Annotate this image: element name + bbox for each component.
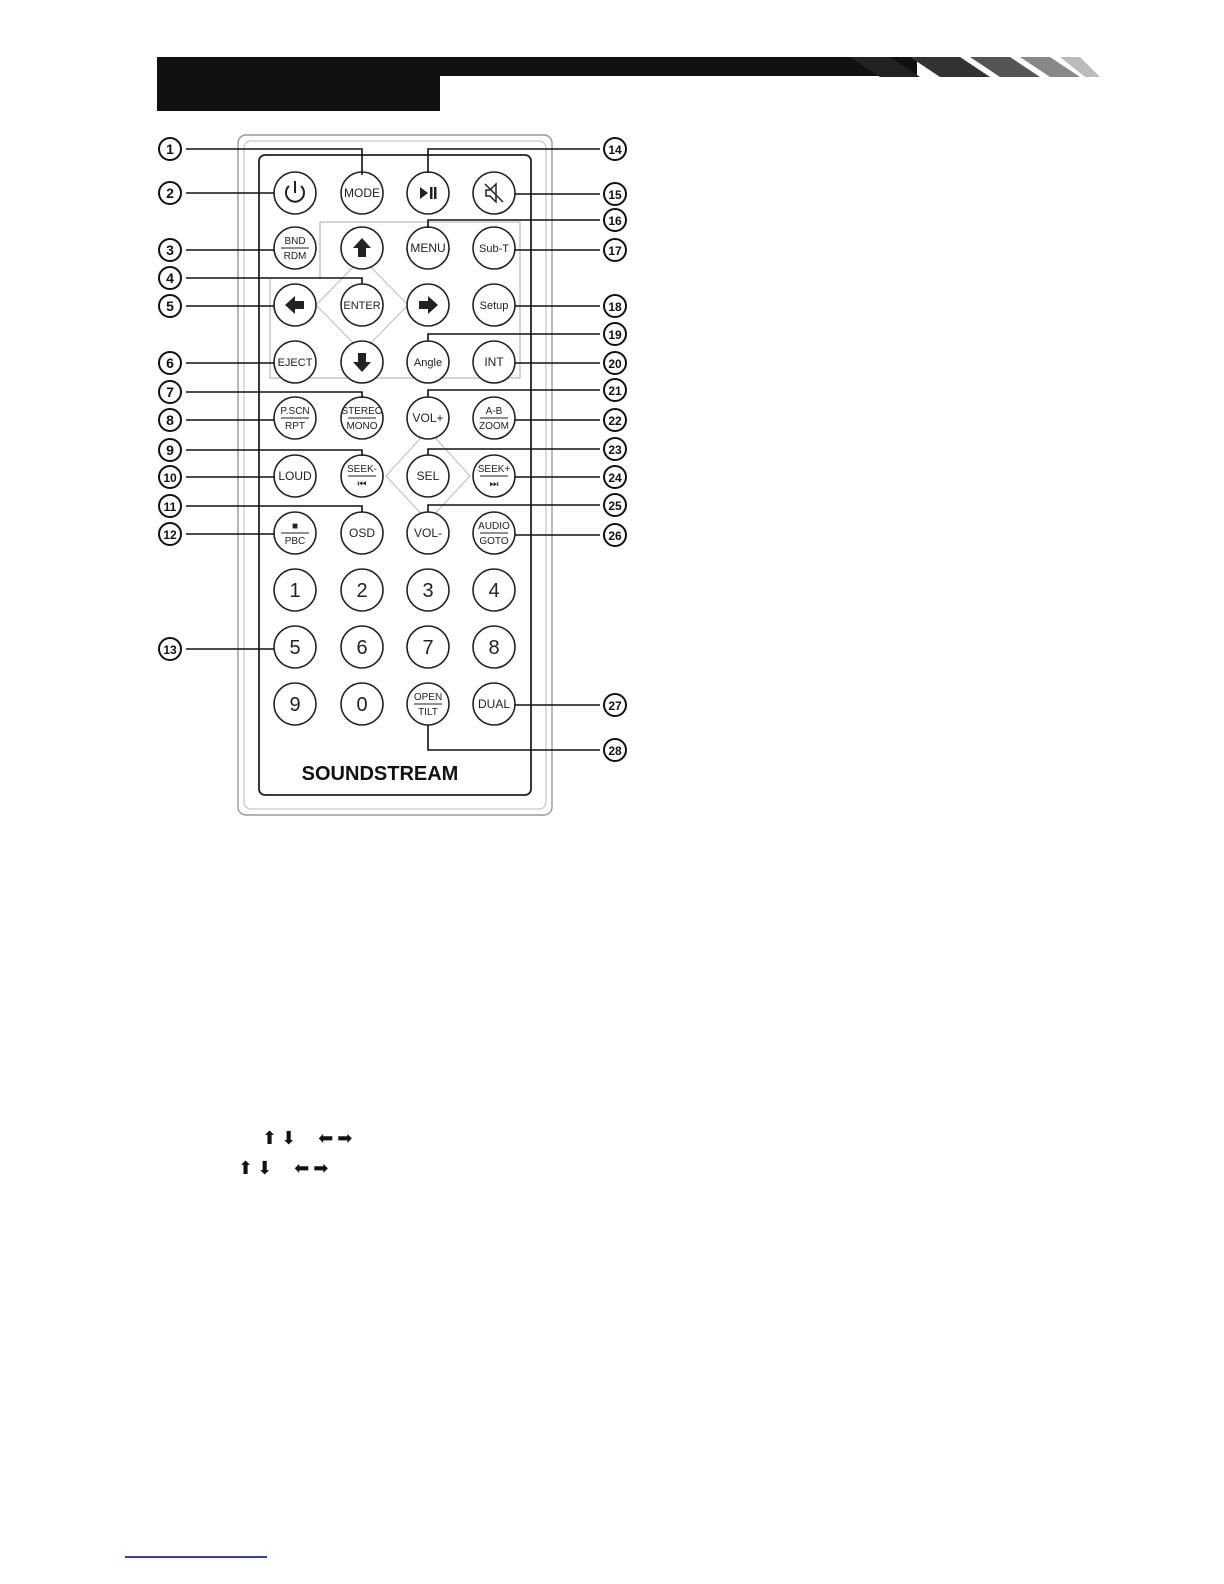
- vol-minus-button[interactable]: [407, 512, 449, 554]
- mode-button[interactable]: [341, 172, 383, 214]
- vol-plus-button[interactable]: [407, 397, 449, 439]
- seek-minus-bottom-label: ⏮: [357, 479, 367, 490]
- num-0-label: 0: [356, 694, 368, 716]
- bnd-rdm-top-label: BND: [284, 236, 306, 247]
- num-5-label: 5: [289, 637, 301, 659]
- callout-21: [604, 379, 626, 401]
- power-button[interactable]: [274, 172, 316, 214]
- int-button[interactable]: [473, 341, 515, 383]
- sub-t-label: Sub-T: [479, 242, 509, 255]
- right-button[interactable]: [407, 284, 449, 326]
- ab-zoom-bottom-label: ZOOM: [479, 421, 509, 432]
- callout-25: [604, 494, 626, 516]
- ab-zoom-top-label: A-B: [485, 406, 503, 417]
- svg-text:3: 3: [166, 242, 174, 258]
- svg-text:21: 21: [608, 384, 622, 398]
- callout-22: [604, 409, 626, 431]
- sel-label: SEL: [416, 469, 440, 484]
- arrow-left-icon: ⬅: [318, 1128, 334, 1148]
- menu-button[interactable]: [407, 227, 449, 269]
- callout-3: [159, 239, 181, 261]
- eject-button[interactable]: [274, 341, 316, 383]
- callout-5: [159, 295, 181, 317]
- arrow-line-1: [262, 1128, 352, 1149]
- arrow-up-icon: ⬆: [262, 1128, 278, 1148]
- vol-plus-label: VOL+: [412, 411, 444, 426]
- sub-t-button[interactable]: [473, 227, 515, 269]
- callout-6: [159, 352, 181, 374]
- num-9-label: 9: [289, 694, 301, 716]
- svg-text:2: 2: [166, 185, 174, 201]
- arrow-down-icon: ⬇: [281, 1128, 297, 1148]
- angle-button[interactable]: [407, 341, 449, 383]
- enter-button[interactable]: [341, 284, 383, 326]
- seek-plus-bottom-label: ⏭: [489, 479, 499, 490]
- bnd-rdm-bottom-label: RDM: [283, 251, 307, 262]
- num-7-label: 7: [422, 637, 434, 659]
- pscn-rpt-top-label: P.SCN: [280, 406, 310, 417]
- arrow-up-icon: ⬆: [238, 1158, 254, 1178]
- callout-24: [604, 466, 626, 488]
- bnd-rdm-button[interactable]: [274, 227, 316, 269]
- svg-text:23: 23: [608, 443, 622, 457]
- callout-4: [159, 267, 181, 289]
- loud-label: LOUD: [278, 469, 312, 484]
- arrow-left-icon: ⬅: [294, 1158, 310, 1178]
- svg-text:11: 11: [163, 500, 177, 514]
- arrow-right-icon: ➡: [313, 1158, 329, 1178]
- callout-16: [604, 209, 626, 231]
- callout-18: [604, 295, 626, 317]
- svg-text:20: 20: [608, 357, 622, 371]
- enter-label: ENTER: [343, 299, 381, 312]
- seek-minus-button[interactable]: [341, 455, 383, 497]
- loud-button[interactable]: [274, 455, 316, 497]
- num-9-button[interactable]: [274, 683, 316, 725]
- callout-2: [159, 182, 181, 204]
- dual-label: DUAL: [477, 697, 511, 712]
- seek-plus-button[interactable]: [473, 455, 515, 497]
- menu-label: MENU: [410, 241, 446, 256]
- svg-text:22: 22: [608, 414, 622, 428]
- down-button[interactable]: [341, 341, 383, 383]
- svg-text:14: 14: [608, 143, 622, 157]
- seek-minus-top-label: SEEK-: [346, 464, 378, 475]
- svg-text:13: 13: [163, 643, 177, 657]
- play-pause-button[interactable]: [407, 172, 449, 214]
- num-7-button[interactable]: [407, 626, 449, 668]
- callout-15: [604, 183, 626, 205]
- vol-minus-label: VOL-: [413, 526, 443, 541]
- open-tilt-button[interactable]: [407, 683, 449, 725]
- num-0-button[interactable]: [341, 683, 383, 725]
- svg-text:12: 12: [163, 528, 177, 542]
- svg-text:7: 7: [166, 384, 174, 400]
- callout-28: [604, 739, 626, 761]
- num-5-button[interactable]: [274, 626, 316, 668]
- num-4-label: 4: [488, 580, 500, 602]
- open-tilt-bottom-label: TILT: [418, 707, 438, 718]
- stereo-mono-button[interactable]: [341, 397, 383, 439]
- num-6-button[interactable]: [341, 626, 383, 668]
- num-8-label: 8: [488, 637, 500, 659]
- svg-text:15: 15: [608, 188, 622, 202]
- eject-label: EJECT: [277, 356, 313, 369]
- setup-label: Setup: [479, 299, 509, 312]
- svg-text:1: 1: [166, 141, 174, 157]
- pscn-rpt-button[interactable]: [274, 397, 316, 439]
- svg-text:16: 16: [608, 214, 622, 228]
- audio-goto-button[interactable]: [473, 512, 515, 554]
- seek-plus-top-label: SEEK+: [477, 464, 511, 475]
- audio-goto-top-label: AUDIO: [478, 521, 510, 532]
- svg-text:5: 5: [166, 298, 174, 314]
- callout-27: [604, 694, 626, 716]
- num-3-button[interactable]: [407, 569, 449, 611]
- num-4-button[interactable]: [473, 569, 515, 611]
- num-1-button[interactable]: [274, 569, 316, 611]
- ab-zoom-button[interactable]: [473, 397, 515, 439]
- callout-23: [604, 438, 626, 460]
- setup-button[interactable]: [473, 284, 515, 326]
- callout-10: [159, 466, 181, 488]
- dual-button[interactable]: [473, 683, 515, 725]
- callout-19: [604, 323, 626, 345]
- callout-13: [159, 638, 181, 660]
- mode-label: MODE: [344, 186, 380, 201]
- num-1-label: 1: [289, 580, 301, 602]
- open-tilt-top-label: OPEN: [413, 692, 443, 703]
- callout-9: [159, 439, 181, 461]
- osd-label: OSD: [348, 526, 376, 541]
- sel-button[interactable]: [407, 455, 449, 497]
- callout-17: [604, 239, 626, 261]
- arrow-line-2: [238, 1158, 328, 1179]
- callout-11: [159, 495, 181, 517]
- left-button[interactable]: [274, 284, 316, 326]
- svg-text:17: 17: [608, 244, 622, 258]
- stereo-mono-bottom-label: MONO: [346, 421, 378, 432]
- callout-26: [604, 524, 626, 546]
- stop-pbc-button[interactable]: [274, 512, 316, 554]
- int-label: INT: [484, 355, 504, 370]
- num-2-label: 2: [356, 580, 368, 602]
- svg-text:10: 10: [163, 471, 177, 485]
- svg-text:28: 28: [608, 744, 622, 758]
- svg-text:4: 4: [166, 270, 174, 286]
- pscn-rpt-bottom-label: RPT: [285, 421, 305, 432]
- num-6-label: 6: [356, 637, 368, 659]
- angle-label: Angle: [413, 356, 443, 369]
- stop-pbc-top-label: ■: [291, 521, 299, 532]
- stereo-mono-top-label: STEREO: [341, 406, 383, 417]
- audio-goto-bottom-label: GOTO: [479, 536, 509, 547]
- brand-logo: SOUNDSTREAM: [301, 763, 459, 785]
- callout-12: [159, 523, 181, 545]
- svg-text:9: 9: [166, 442, 174, 458]
- num-2-button[interactable]: [341, 569, 383, 611]
- callout-14: [604, 138, 626, 160]
- svg-text:24: 24: [608, 471, 622, 485]
- svg-text:25: 25: [608, 499, 622, 513]
- svg-text:26: 26: [608, 529, 622, 543]
- svg-text:6: 6: [166, 355, 174, 371]
- callout-20: [604, 352, 626, 374]
- svg-text:8: 8: [166, 412, 174, 428]
- svg-text:19: 19: [608, 328, 622, 342]
- svg-text:27: 27: [608, 699, 622, 713]
- up-button[interactable]: [341, 227, 383, 269]
- num-8-button[interactable]: [473, 626, 515, 668]
- num-3-label: 3: [422, 580, 434, 602]
- stop-pbc-bottom-label: PBC: [284, 536, 306, 547]
- arrow-right-icon: ➡: [337, 1128, 353, 1148]
- callout-1: [159, 138, 181, 160]
- mute-button[interactable]: [473, 172, 515, 214]
- callout-8: [159, 409, 181, 431]
- footer-rule: [125, 1556, 267, 1558]
- svg-text:18: 18: [608, 300, 622, 314]
- arrow-down-icon: ⬇: [257, 1158, 273, 1178]
- osd-button[interactable]: [341, 512, 383, 554]
- callout-7: [159, 381, 181, 403]
